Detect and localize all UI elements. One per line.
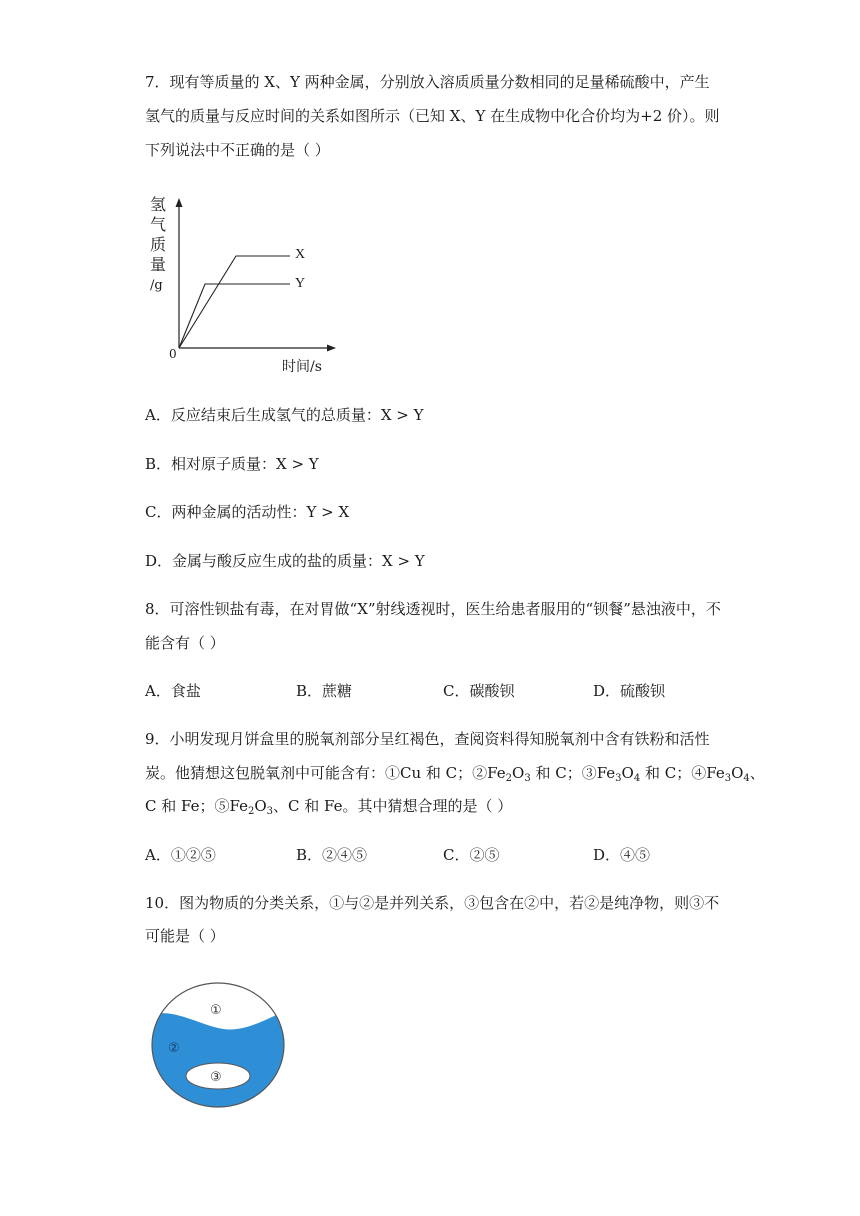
venn-label-3: ③ [210,1070,222,1085]
graph-line-x [179,256,290,348]
q7-stem-line-2: 氢气的质量与反应时间的关系如图所示（已知 X、Y 在生成物中化合价均为+2 价）。则 [145,107,720,125]
graph-yunit: /g [150,278,163,293]
graph-ylabel-char-2: 气 [150,215,167,234]
q9-option-d: D．④⑤ [593,846,651,864]
q7-stem-line-3: 下列说法中不正确的是（ ） [145,141,330,159]
q7-option-a: A．反应结束后生成氢气的总质量：X > Y [145,406,424,424]
graph-axes-svg [0,0,860,400]
venn-label-2: ② [168,1041,180,1056]
q10-venn-diagram [148,980,288,1110]
q9-option-b: B．②④⑤ [296,846,368,864]
q9-option-c: C．②⑤ [443,846,500,864]
q7-stem-line-1: 7．现有等质量的 X、Y 两种金属，分别放入溶质质量分数相同的足量稀硫酸中，产生 [145,73,710,91]
graph-xlabel: 时间/s [282,359,322,375]
graph-x-axis-arrow [327,345,336,352]
q8-option-b: B．蔗糖 [296,682,353,700]
q8-stem-line-1: 8．可溶性钡盐有毒，在对胃做“X”射线透视时，医生给患者服用的“钡餐”悬浊液中，不 [145,600,721,618]
q7-option-c: C．两种金属的活动性：Y > X [145,503,350,521]
q8-option-a: A．食盐 [145,682,201,700]
q9-stem-line-3: C 和 Fe；$⑤Fe_2O_3$、C 和 Fe。其中猜想合理的是（ ） [145,797,513,817]
graph-ylabel-char-4: 量 [150,255,167,274]
venn-label-1: ① [210,1003,222,1018]
q7-option-d: D．金属与酸反应生成的盐的质量：X > Y [145,552,425,570]
graph-ylabel-char-1: 氢 [150,195,167,214]
graph-ylabel-char-3: 质 [150,235,167,254]
graph-y-axis-arrow [176,198,183,207]
q9-stem-line-1: 9．小明发现月饼盒里的脱氧剂部分呈红褐色，查阅资料得知脱氧剂中含有铁粉和活性 [145,730,710,748]
q9-stem-line-2: 炭。他猜想这包脱氧剂中可能含有：①Cu 和 C；$②Fe_2O_3$ 和 C；$③Fe_3O_4$ 和 C；$④Fe_3O_4$、 [145,764,765,784]
q7-option-b: B．相对原子质量：X > Y [145,455,319,473]
q8-option-d: D．硫酸钡 [593,682,666,700]
q8-stem-line-2: 能含有（ ） [145,634,225,652]
q8-option-c: C．碳酸钡 [443,682,515,700]
q10-stem-line-2: 可能是（ ） [145,927,225,945]
venn-svg [148,980,288,1110]
q9-option-a: A．①②⑤ [145,846,216,864]
graph-origin-label: 0 [169,347,177,361]
graph-line-y [179,284,290,348]
q10-stem-line-1: 10．图为物质的分类关系，①与②是并列关系，③包含在②中，若②是纯净物，则③不 [145,894,720,912]
graph-series-y-label: Y [295,276,306,291]
graph-series-x-label: X [295,247,306,262]
